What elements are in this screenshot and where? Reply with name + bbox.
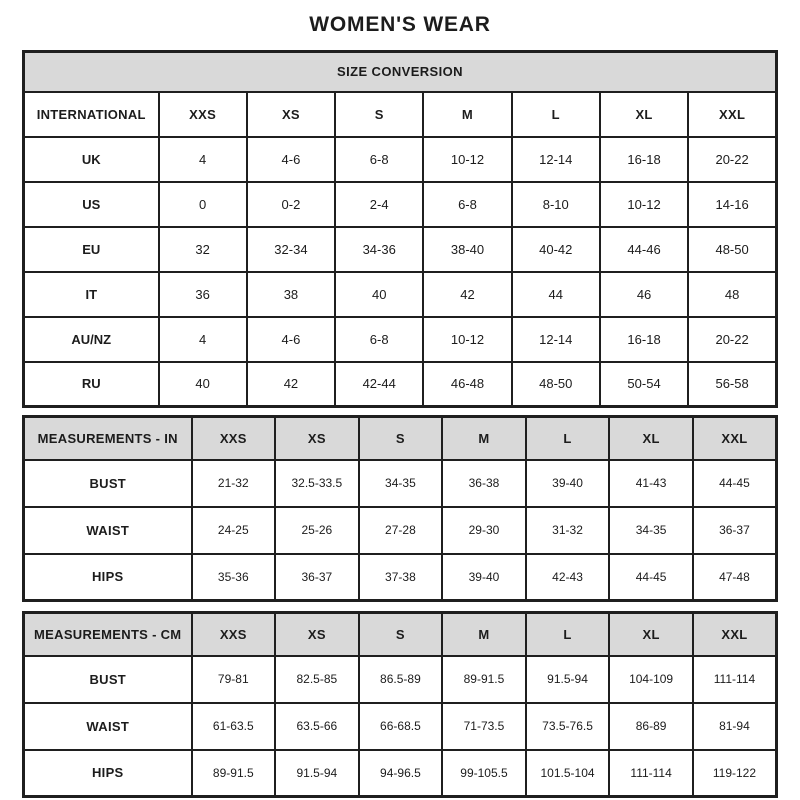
size-conversion-table xyxy=(22,50,778,408)
data-cell: 20-22 xyxy=(688,317,776,362)
data-cell: 6-8 xyxy=(335,137,423,182)
table-row xyxy=(24,137,777,182)
data-cell: 8-10 xyxy=(512,182,600,227)
col-header-cell: XS xyxy=(275,613,359,656)
data-cell: 111-114 xyxy=(609,750,693,797)
col-header-cell: L xyxy=(526,417,610,460)
data-cell: 36-38 xyxy=(442,460,526,507)
row-label-cell: HIPS xyxy=(24,750,192,797)
col-header-cell: XXS xyxy=(159,92,247,137)
data-cell: 25-26 xyxy=(275,507,359,554)
data-cell: 32 xyxy=(159,227,247,272)
data-cell: 42 xyxy=(423,272,511,317)
col-header-cell: XXS xyxy=(192,613,276,656)
data-cell: 42-44 xyxy=(335,362,423,407)
table-row xyxy=(24,507,777,554)
data-cell: 10-12 xyxy=(423,317,511,362)
col-header-cell: L xyxy=(512,92,600,137)
col-header-cell: XXS xyxy=(192,417,276,460)
data-cell: 34-36 xyxy=(335,227,423,272)
col-header-cell: L xyxy=(526,613,610,656)
data-cell: 32-34 xyxy=(247,227,335,272)
data-cell: 101.5-104 xyxy=(526,750,610,797)
col-header-cell: INTERNATIONAL xyxy=(24,92,159,137)
column-header-row xyxy=(24,417,777,460)
data-cell: 71-73.5 xyxy=(442,703,526,750)
data-cell: 4-6 xyxy=(247,137,335,182)
table-row xyxy=(24,182,777,227)
col-header-cell: S xyxy=(359,613,443,656)
data-cell: 14-16 xyxy=(688,182,776,227)
data-cell: 2-4 xyxy=(335,182,423,227)
data-cell: 73.5-76.5 xyxy=(526,703,610,750)
table-caption-cell: MEASUREMENTS - IN xyxy=(24,417,192,460)
data-cell: 56-58 xyxy=(688,362,776,407)
data-cell: 111-114 xyxy=(693,656,777,703)
data-cell: 89-91.5 xyxy=(442,656,526,703)
data-cell: 20-22 xyxy=(688,137,776,182)
col-header-cell: XXL xyxy=(693,613,777,656)
data-cell: 44 xyxy=(512,272,600,317)
col-header-cell: XL xyxy=(600,92,688,137)
data-cell: 41-43 xyxy=(609,460,693,507)
col-header-cell: M xyxy=(442,613,526,656)
data-cell: 36 xyxy=(159,272,247,317)
column-header-row xyxy=(24,92,777,137)
data-cell: 42-43 xyxy=(526,554,610,601)
measurements-in-table xyxy=(22,415,778,602)
col-header-cell: XL xyxy=(609,613,693,656)
data-cell: 36-37 xyxy=(275,554,359,601)
page-title: WOMEN'S WEAR xyxy=(309,13,491,36)
col-header-cell: S xyxy=(359,417,443,460)
data-cell: 44-45 xyxy=(609,554,693,601)
data-cell: 47-48 xyxy=(693,554,777,601)
data-cell: 99-105.5 xyxy=(442,750,526,797)
data-cell: 27-28 xyxy=(359,507,443,554)
table-row xyxy=(24,656,777,703)
data-cell: 32.5-33.5 xyxy=(275,460,359,507)
data-cell: 34-35 xyxy=(359,460,443,507)
measurements-cm-table xyxy=(22,611,778,798)
data-cell: 37-38 xyxy=(359,554,443,601)
col-header-cell: XXL xyxy=(693,417,777,460)
data-cell: 36-37 xyxy=(693,507,777,554)
row-label-cell: UK xyxy=(24,137,159,182)
data-cell: 94-96.5 xyxy=(359,750,443,797)
table-row xyxy=(24,227,777,272)
data-cell: 38-40 xyxy=(423,227,511,272)
data-cell: 46 xyxy=(600,272,688,317)
data-cell: 79-81 xyxy=(192,656,276,703)
data-cell: 66-68.5 xyxy=(359,703,443,750)
data-cell: 6-8 xyxy=(335,317,423,362)
row-label-cell: RU xyxy=(24,362,159,407)
row-label-cell: IT xyxy=(24,272,159,317)
data-cell: 34-35 xyxy=(609,507,693,554)
data-cell: 44-46 xyxy=(600,227,688,272)
table-row xyxy=(24,703,777,750)
col-header-cell: M xyxy=(442,417,526,460)
data-cell: 91.5-94 xyxy=(526,656,610,703)
row-label-cell: EU xyxy=(24,227,159,272)
data-cell: 12-14 xyxy=(512,317,600,362)
data-cell: 61-63.5 xyxy=(192,703,276,750)
data-cell: 50-54 xyxy=(600,362,688,407)
data-cell: 35-36 xyxy=(192,554,276,601)
row-label-cell: WAIST xyxy=(24,507,192,554)
data-cell: 81-94 xyxy=(693,703,777,750)
data-cell: 0 xyxy=(159,182,247,227)
data-cell: 21-32 xyxy=(192,460,276,507)
data-cell: 86-89 xyxy=(609,703,693,750)
data-cell: 24-25 xyxy=(192,507,276,554)
data-cell: 4 xyxy=(159,137,247,182)
data-cell: 40 xyxy=(335,272,423,317)
data-cell: 44-45 xyxy=(693,460,777,507)
row-label-cell: US xyxy=(24,182,159,227)
col-header-cell: M xyxy=(423,92,511,137)
data-cell: 89-91.5 xyxy=(192,750,276,797)
data-cell: 29-30 xyxy=(442,507,526,554)
col-header-cell: XL xyxy=(609,417,693,460)
row-label-cell: WAIST xyxy=(24,703,192,750)
data-cell: 40 xyxy=(159,362,247,407)
data-cell: 63.5-66 xyxy=(275,703,359,750)
data-cell: 12-14 xyxy=(512,137,600,182)
data-cell: 119-122 xyxy=(693,750,777,797)
data-cell: 48-50 xyxy=(688,227,776,272)
col-header-cell: XS xyxy=(275,417,359,460)
col-header-cell: S xyxy=(335,92,423,137)
data-cell: 48 xyxy=(688,272,776,317)
table-row xyxy=(24,554,777,601)
data-cell: 82.5-85 xyxy=(275,656,359,703)
data-cell: 91.5-94 xyxy=(275,750,359,797)
data-cell: 4-6 xyxy=(247,317,335,362)
data-cell: 38 xyxy=(247,272,335,317)
data-cell: 39-40 xyxy=(526,460,610,507)
data-cell: 6-8 xyxy=(423,182,511,227)
col-header-cell: XS xyxy=(247,92,335,137)
row-label-cell: AU/NZ xyxy=(24,317,159,362)
data-cell: 48-50 xyxy=(512,362,600,407)
table-row xyxy=(24,750,777,797)
data-cell: 40-42 xyxy=(512,227,600,272)
row-label-cell: HIPS xyxy=(24,554,192,601)
col-header-cell: XXL xyxy=(688,92,776,137)
data-cell: 104-109 xyxy=(609,656,693,703)
table-caption-cell: SIZE CONVERSION xyxy=(24,52,777,92)
data-cell: 0-2 xyxy=(247,182,335,227)
table-row xyxy=(24,272,777,317)
data-cell: 31-32 xyxy=(526,507,610,554)
data-cell: 10-12 xyxy=(423,137,511,182)
table-row xyxy=(24,317,777,362)
row-label-cell: BUST xyxy=(24,656,192,703)
table-row xyxy=(24,460,777,507)
table-caption-row xyxy=(24,52,777,92)
data-cell: 86.5-89 xyxy=(359,656,443,703)
table-caption-cell: MEASUREMENTS - CM xyxy=(24,613,192,656)
data-cell: 42 xyxy=(247,362,335,407)
data-cell: 46-48 xyxy=(423,362,511,407)
data-cell: 4 xyxy=(159,317,247,362)
table-row xyxy=(24,362,777,407)
data-cell: 10-12 xyxy=(600,182,688,227)
data-cell: 16-18 xyxy=(600,137,688,182)
row-label-cell: BUST xyxy=(24,460,192,507)
data-cell: 39-40 xyxy=(442,554,526,601)
column-header-row xyxy=(24,613,777,656)
data-cell: 16-18 xyxy=(600,317,688,362)
